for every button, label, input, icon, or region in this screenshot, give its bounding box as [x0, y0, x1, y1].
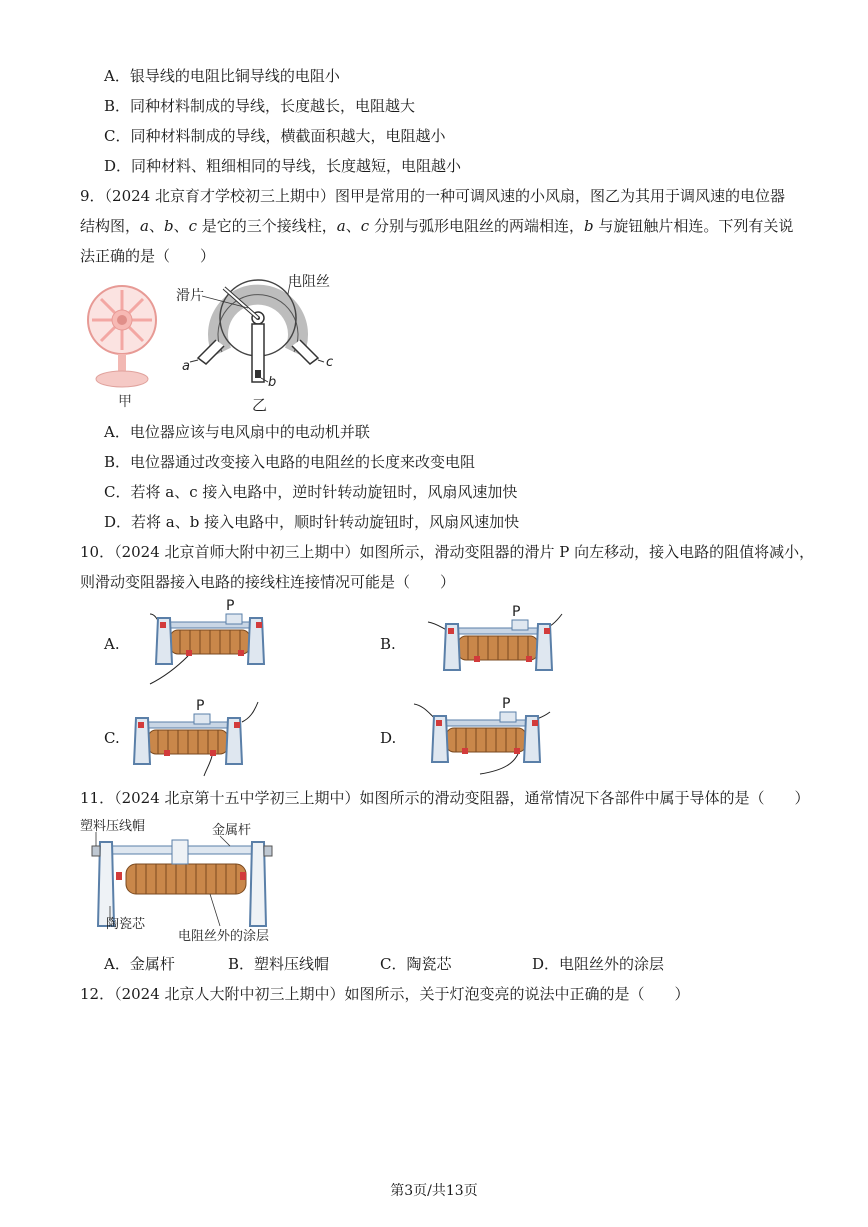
q10-stem-line2: 则滑动变阻器接入电路的接线柱连接情况可能是（ ）	[80, 573, 456, 591]
q9-option-d: D．若将 a、b 接入电路中，顺时针转动旋钮时，风扇风速加快	[104, 513, 520, 531]
potentiometer-figure	[176, 274, 346, 414]
q8-option-d: D．同种材料、粗细相同的导线，长度越短，电阻越小	[104, 157, 462, 175]
rheostat-b	[420, 604, 570, 684]
rheostat-d	[410, 696, 560, 778]
fig-label-rod: 金属杆	[212, 823, 252, 838]
q10-choice-d: D.	[380, 729, 397, 747]
q11-option-d: D．电阻丝外的涂层	[532, 955, 665, 973]
fig-label-b: b	[268, 375, 277, 390]
q11-option-a: A．金属杆	[104, 955, 175, 973]
q10-choice-c: C.	[104, 729, 120, 747]
fig-label-huapian: 滑片	[176, 288, 204, 304]
rheostat-c-slider-label: P	[196, 698, 205, 714]
rheostat-labeled-figure	[80, 816, 280, 946]
fig-label-a: a	[182, 359, 190, 374]
fig-label-yi: 乙	[252, 396, 268, 414]
fig-label-jia: 甲	[118, 394, 132, 410]
q9-option-c: C．若将 a、c 接入电路中，逆时针转动旋钮时，风扇风速加快	[104, 483, 518, 501]
fig-label-coat: 电阻丝外的涂层	[178, 929, 270, 944]
q12-stem-line1: 12．（2024 北京人大附中初三上期中）如图所示，关于灯泡变亮的说法中正确的是（ ）	[80, 985, 690, 1003]
fig-label-c: c	[326, 355, 334, 370]
fig-label-core: 陶瓷芯	[106, 917, 146, 932]
q10-stem-line1: 10．（2024 北京首师大附中初三上期中）如图所示，滑动变阻器的滑片 P 向左移动，接入电路的阻值将减小，	[80, 543, 815, 561]
rheostat-b-slider-label: P	[512, 604, 521, 620]
rheostat-a	[140, 598, 280, 688]
q9-stem-line2: 结构图，a、b、c 是它的三个接线柱，a、c 分别与弧形电阻丝的两端相连，b 与旋钮触片相连。下列有关说	[80, 217, 794, 235]
q11-stem-line1: 11．（2024 北京第十五中学初三上期中）如图所示的滑动变阻器，通常情况下各部件中属于导体的是（ ）	[80, 789, 810, 807]
fig-label-cap: 塑料压线帽	[80, 819, 146, 834]
page-footer: 第3页/共13页	[390, 1183, 478, 1199]
fan-figure	[84, 282, 164, 412]
q10-choice-a: A.	[104, 635, 120, 653]
q11-option-b: B．塑料压线帽	[228, 955, 330, 973]
rheostat-c	[126, 698, 266, 778]
q9-option-b: B．电位器通过改变接入电路的电阻丝的长度来改变电阻	[104, 453, 476, 471]
q9-option-a: A．电位器应该与电风扇中的电动机并联	[104, 423, 370, 441]
rheostat-d-slider-label: P	[502, 696, 511, 712]
fig-label-dianzusi: 电阻丝	[288, 274, 330, 290]
q9-stem-line3: 法正确的是（ ）	[80, 247, 216, 265]
q10-choice-b: B.	[380, 635, 396, 653]
q8-option-a: A．银导线的电阻比铜导线的电阻小	[104, 67, 340, 85]
q9-stem-line1: 9．（2024 北京育才学校初三上期中）图甲是常用的一种可调风速的小风扇，图乙为其用于调风速的电位器	[80, 187, 785, 205]
q8-option-b: B．同种材料制成的导线，长度越长，电阻越大	[104, 97, 416, 115]
rheostat-a-slider-label: P	[226, 598, 235, 614]
q11-option-c: C．陶瓷芯	[380, 955, 452, 973]
q8-option-c: C．同种材料制成的导线，横截面积越大，电阻越小	[104, 127, 446, 145]
